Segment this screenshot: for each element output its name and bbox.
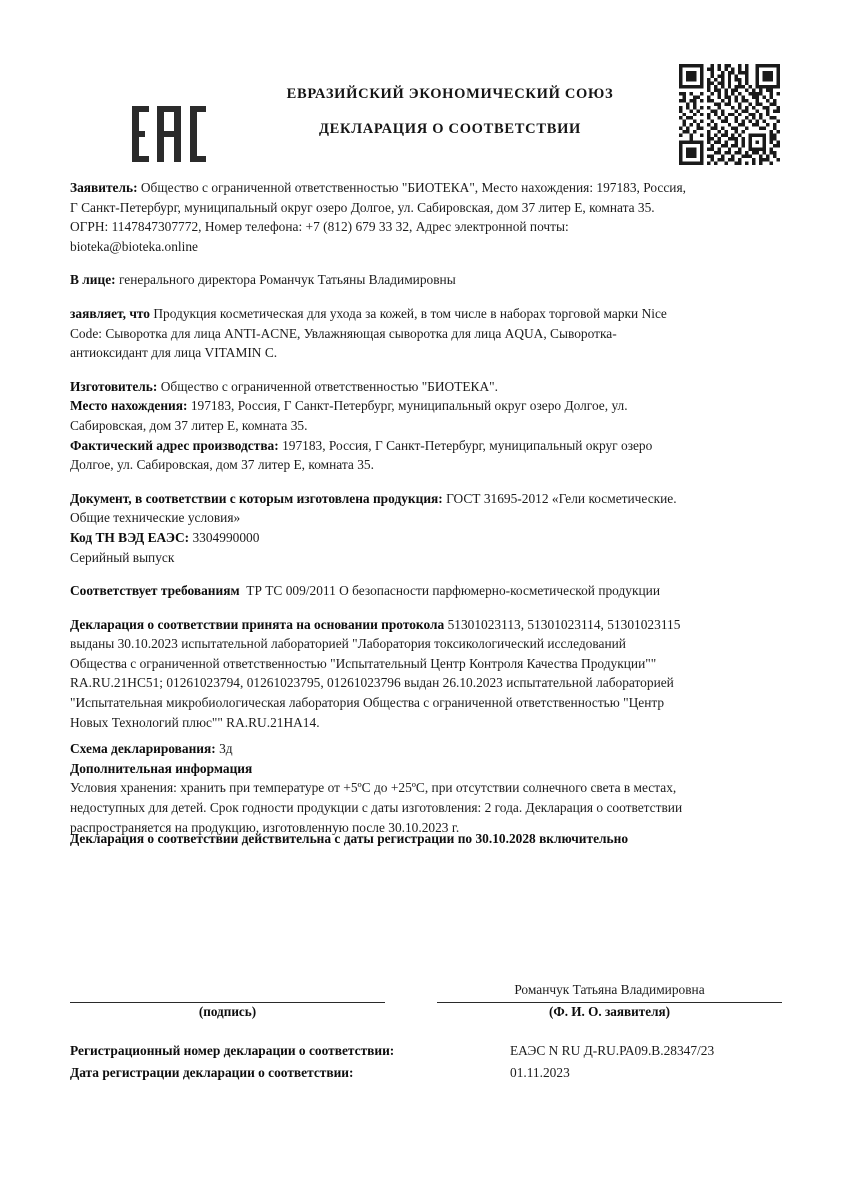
declared-product-block [70, 304, 780, 363]
tnved-row [70, 528, 780, 548]
applicant-line-3: ОГРН: 1147847307772, Номер телефона: +7 (812) 679 33 32, Адрес электронной почты: [70, 219, 569, 235]
scheme-value: 3д [219, 741, 233, 757]
conformity-label: Соответствует требованиям [70, 583, 240, 599]
applicant-name-value: Романчук Татьяна Владимировна [514, 982, 705, 997]
basis-protocol-numbers: 51301023113, 51301023114, 51301023115 [447, 616, 681, 632]
registration-number-value: ЕАЭС N RU Д-RU.РА09.В.28347/23 [510, 1043, 715, 1058]
document-header [0, 28, 848, 158]
scheme-block [70, 739, 780, 759]
product-line-1: Продукция косметическая для ухода за кожей, в том числе в наборах торговой марки Nice [153, 305, 667, 321]
additional-info-line-1: Условия хранения: хранить при температуре от +5ºС до +25ºС, при отсутствии солнечного света в местах, [70, 780, 677, 796]
basis-block [70, 615, 780, 733]
validity-statement: Декларация о соответствии действительна с даты регистрации по 30.10.2028 включительно [70, 831, 629, 846]
basis-line-3: Общества с ограниченной ответственностью "Испытательный Центр Контроля Качества Продукции"" [70, 655, 657, 671]
manufacturer-location-row [70, 396, 780, 416]
signature-rule-left [70, 1002, 385, 1003]
manufacturer-factual-line-2: Долгое, ул. Сабировская, дом 37 литер Е, комната 35. [70, 457, 374, 473]
applicant-line-1: Общество с ограниченной ответственностью "БИОТЕКА", Место нахождения: 197183, Россия, [140, 180, 686, 195]
registration-date-row [70, 1062, 790, 1084]
page-title: ЕВРАЗИЙСКИЙ ЭКОНОМИЧЕСКИЙ СОЮЗ [286, 86, 614, 102]
release-type: Серийный выпуск [70, 549, 175, 565]
standard-label: Документ, в соответствии с которым изготовлена продукция: [70, 490, 443, 506]
registration-footer [70, 1040, 790, 1084]
manufacturer-value: Общество с ограниченной ответственностью "БИОТЕКА". [160, 378, 498, 394]
applicant-label: Заявитель: [70, 180, 138, 195]
basis-label: Декларация о соответствии принята на основании протокола [70, 616, 445, 632]
applicant-email: bioteka@bioteka.online [70, 238, 198, 254]
additional-info-block [70, 759, 780, 837]
representative-value: генерального директора Романчук Татьяны Владимировны [118, 272, 456, 288]
additional-info-line-3: распространяется на продукцию, изготовленную после 30.10.2023 г. [70, 819, 460, 835]
tnved-value: 3304990000 [192, 529, 260, 545]
basis-line-4: RA.RU.21НC51; 01261023794, 01261023795, 01261023796 выдан 26.10.2023 испытательной лабораторией [70, 675, 674, 691]
manufacturer-label: Изготовитель: [70, 378, 158, 394]
registration-date-value: 01.11.2023 [510, 1065, 570, 1080]
signature-rule-right [437, 1002, 782, 1003]
basis-line-6: Новых Технологий плюс"" RA.RU.21НA14. [70, 714, 320, 730]
eac-conformity-mark-icon [132, 106, 206, 162]
representative-block [70, 270, 780, 290]
registration-date-label: Дата регистрации декларации о соответствии: [70, 1065, 354, 1080]
product-line-3: антиоксидант для лица VITAMIN C. [70, 345, 278, 361]
registration-number-row [70, 1040, 790, 1062]
signature-caption: (подпись) [198, 1004, 257, 1019]
representative-label: В лице: [70, 272, 116, 288]
page-subtitle: ДЕКЛАРАЦИЯ О СООТВЕТСТВИИ [318, 121, 582, 138]
applicant-line-2: Г Санкт-Петербург, муниципальный округ озеро Долгое, ул. Сабировская, дом 37 литер Е, комната 35. [70, 199, 655, 215]
additional-info-label: Дополнительная информация [70, 760, 253, 776]
declares-label: заявляет, что [70, 305, 150, 321]
tnved-label: Код ТН ВЭД ЕАЭС: [70, 529, 190, 545]
qr-code-icon [679, 64, 780, 165]
applicant-name-caption: (Ф. И. О. заявителя) [548, 1004, 671, 1019]
additional-info-line-2: недоступных для детей. Срок годности продукции с даты изготовления: 2 года. Декларация о соответствии [70, 800, 683, 816]
scheme-label: Схема декларирования: [70, 741, 216, 757]
conformity-value: ТР ТС 009/2011 О безопасности парфюмерно-косметической продукции [246, 583, 661, 599]
manufacturer-factual-label: Фактический адрес производства: [70, 437, 279, 453]
document-title-block [250, 86, 650, 139]
product-line-2: Code: Сыворотка для лица ANTI-ACNE, Увлажняющая сыворотка для лица AQUA, Сыворотка- [70, 325, 617, 341]
standard-value-line-1: ГОСТ 31695-2012 «Гели косметические. [446, 490, 677, 506]
basis-line-5: "Испытательная микробиологическая лаборатория Общества с ограниченной ответственностью "Центр [70, 695, 665, 711]
manufacturer-location-label: Место нахождения: [70, 398, 188, 414]
manufacturer-location-line-1: 197183, Россия, Г Санкт-Петербург, муниципальный округ озеро Долгое, ул. [190, 398, 628, 414]
applicant-block [70, 178, 780, 256]
manufacturer-location-line-2: Сабировская, дом 37 литер Е, комната 35. [70, 417, 308, 433]
standard-value-line-2: Общие технические условия» [70, 510, 241, 526]
registration-number-label: Регистрационный номер декларации о соответствии: [70, 1043, 395, 1058]
manufacturer-factual-line-1: 197183, Россия, Г Санкт-Петербург, муниципальный округ озеро [282, 437, 653, 453]
manufacturer-factual-row [70, 436, 780, 456]
document-body [70, 178, 780, 851]
manufacturer-block [70, 377, 780, 475]
standard-block [70, 489, 780, 567]
basis-line-2: выданы 30.10.2023 испытательной лабораторией "Лаборатория токсикологический исследований [70, 636, 626, 652]
conformity-block [70, 581, 780, 601]
